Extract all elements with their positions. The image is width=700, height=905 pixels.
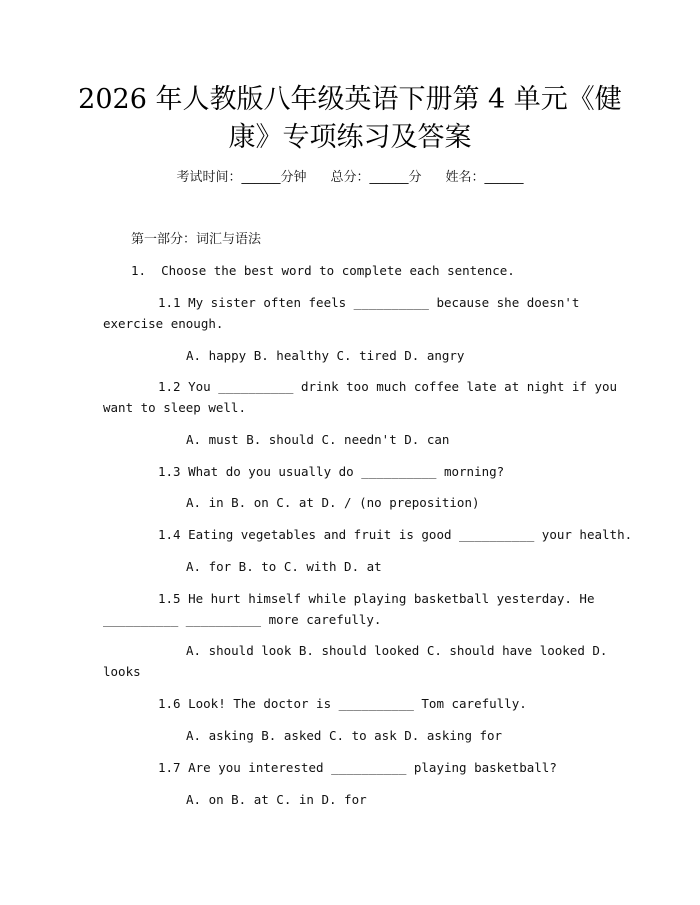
question-1-2-stem: 1.2 You __________ drink too much coffee late at night if you [158,379,618,394]
question-1-1-stem: 1.1 My sister often feels __________ because she doesn't [158,295,580,310]
question-1-4-stem: 1.4 Eating vegetables and fruit is good __________ your health. [158,527,633,542]
time-blank: ______ [241,170,281,185]
exam-info-line [0,168,700,188]
score-unit: 分 [408,170,422,185]
score-label: 总分： [330,170,370,185]
question-1-7-options: A. on B. at C. in D. for [186,792,367,807]
name-label: 姓名： [445,170,485,185]
question-1-1-stem-cont: exercise enough. [103,316,224,331]
question-1-7-stem: 1.7 Are you interested __________ playing basketball? [158,760,557,775]
score-blank: ______ [369,170,409,185]
question-1-4-options: A. for B. to C. with D. at [186,559,382,574]
time-label: 考试时间： [176,170,242,185]
question-1-1-options: A. happy B. healthy C. tired D. angry [186,348,465,363]
question-1-3-options: A. in B. on C. at D. / (no preposition) [186,495,480,510]
question-1-6-options: A. asking B. asked C. to ask D. asking for [186,728,503,743]
name-blank: ______ [484,170,524,185]
question-1-3-stem: 1.3 What do you usually do __________ morning? [158,464,505,479]
question-1-5-stem-cont: __________ __________ more carefully. [103,612,382,627]
question-1-5-options: A. should look B. should looked C. should have looked D. [186,643,608,658]
section-heading: 第一部分：词汇与语法 [131,232,262,247]
page-title-line-1: 2026 年人教版八年级英语下册第 4 单元《健 [78,84,622,115]
question-1-2-options: A. must B. should C. needn't D. can [186,432,450,447]
question-1-5-stem: 1.5 He hurt himself while playing basketball yesterday. He [158,591,595,606]
question-1-5-options-cont: looks [103,664,141,679]
question-1-6-stem: 1.6 Look! The doctor is __________ Tom carefully. [158,696,527,711]
question-instruction: 1. Choose the best word to complete each sentence. [131,263,515,278]
question-1-2-stem-cont: want to sleep well. [103,400,246,415]
time-unit: 分钟 [280,170,307,185]
page-title-line-2: 康》专项练习及答案 [228,122,472,153]
